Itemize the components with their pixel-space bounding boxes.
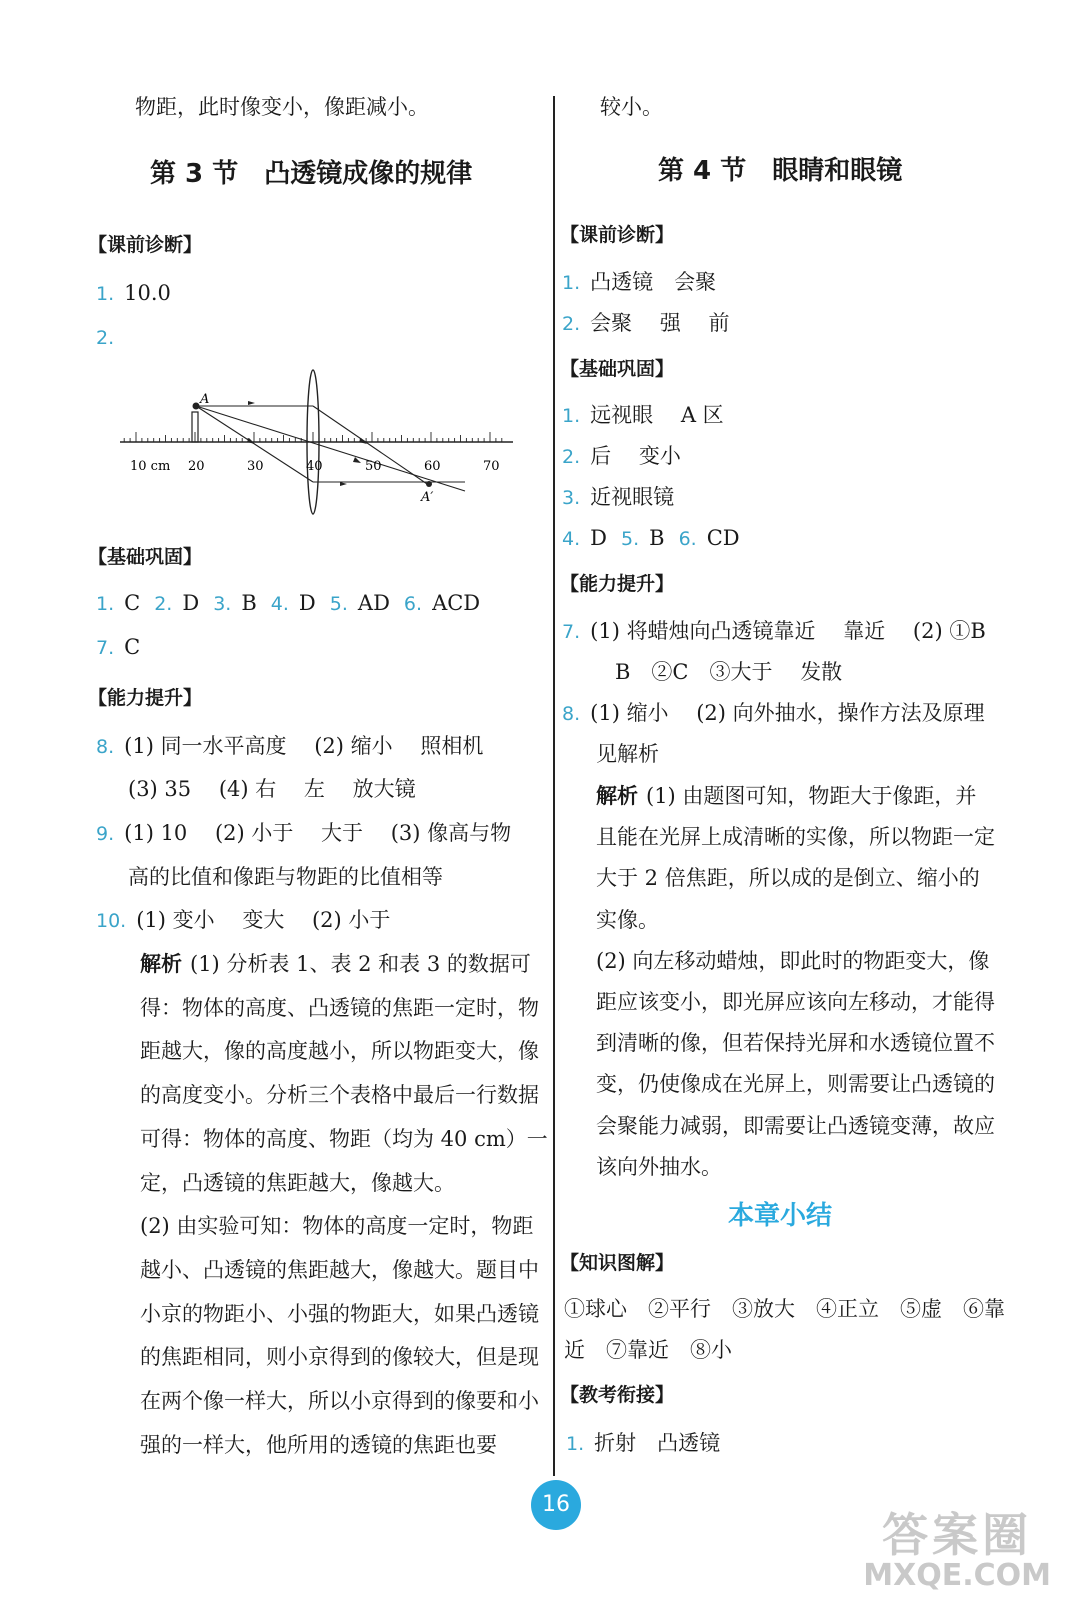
explanation-line — [596, 987, 995, 1017]
answer-line: 2. — [96, 327, 115, 349]
answer-line — [562, 441, 681, 472]
explanation-text: 越小、凸透镜的焦距越大，像越大。题目中 — [140, 1257, 539, 1282]
carry-over-line: 物距，此时像变小，像距减小。 — [135, 95, 429, 119]
watermark-text: 答案圈 — [882, 1508, 1033, 1562]
explanation-line — [140, 1430, 497, 1460]
heading-ability: 【能力提升】 — [88, 687, 203, 709]
ruler-tick-label: 10 cm — [130, 459, 171, 474]
explanation-text: 会聚能力减弱，即需要让凸透镜变薄，故应 — [596, 1113, 995, 1138]
answer-row — [562, 523, 740, 554]
carry-over-line: 较小。 — [600, 95, 663, 119]
explanation-line — [140, 1168, 455, 1198]
watermark-logo — [863, 1510, 1051, 1592]
answer-value: AD — [357, 591, 390, 615]
answer-line: 10. (1) 变小 变大 (2) 小于 — [96, 908, 391, 932]
ray-center — [196, 406, 465, 491]
answer-line: 8. (1) 同一水平高度 (2) 缩小 照相机 — [96, 734, 484, 758]
explanation-text: 距越大，像的高度越小，所以物距变大，像 — [140, 1039, 539, 1064]
explanation-line — [596, 1069, 995, 1099]
section-title-4: 第 4 节 眼睛和眼镜 — [658, 156, 903, 186]
explanation-line — [140, 1080, 539, 1110]
explanation-text: (2) 由实验可知：物体的高度一定时，物距 — [140, 1214, 534, 1239]
explanation-label: 解析 — [596, 784, 638, 808]
answer-value: 会聚 强 前 — [590, 311, 730, 335]
question-number: 1. — [96, 593, 115, 615]
answer-line: 高的比值和像距与物距的比值相等 — [128, 865, 443, 889]
ruler-tick-label: 40 — [306, 459, 323, 474]
explanation-line — [140, 1255, 539, 1285]
arrow — [248, 401, 255, 405]
explanation-line — [596, 946, 989, 976]
explanation-line — [596, 781, 976, 811]
explanation-text: 得：物体的高度、凸透镜的焦距一定时，物 — [140, 995, 539, 1020]
heading-knowledge: 【知识图解】 — [560, 1252, 675, 1274]
explanation-text: (1) 分析表 1、表 2 和表 3 的数据可 — [190, 952, 531, 976]
explanation-text: 大于 2 倍焦距，所以成的是倒立、缩小的 — [596, 866, 980, 891]
heading-ability: 【能力提升】 — [560, 573, 675, 595]
explanation-line — [596, 1111, 995, 1141]
answer-line: B ②C ③大于 发散 — [615, 660, 843, 684]
explanation-text: 变，仍使像成在光屏上，则需要让凸透镜的 — [596, 1072, 995, 1097]
ruler-tick-label: 50 — [365, 459, 382, 474]
answer-line — [562, 308, 730, 339]
label-a: A — [200, 392, 210, 407]
explanation-line — [596, 1028, 995, 1058]
image-point — [426, 481, 432, 487]
explanation-text: (1) 由题图可知，物距大于像距，并 — [646, 784, 977, 808]
explanation-text: 可得：物体的高度、物距（均为 40 cm）一 — [140, 1126, 548, 1151]
watermark-url: MXQE.COM — [863, 1558, 1051, 1593]
answer-value: D — [590, 526, 607, 550]
answer-line: (3) 35 (4) 右 左 放大镜 — [128, 777, 416, 801]
explanation-text: (2) 向左移动蜡烛，即此时的物距变大，像 — [596, 948, 990, 973]
question-number: 6. — [678, 528, 697, 550]
ruler-tick-label: 30 — [247, 459, 264, 474]
ruler-tick-label: 70 — [483, 459, 500, 474]
explanation-text: 到清晰的像，但若保持光屏和水透镜位置不 — [596, 1031, 995, 1056]
answer-value: C — [124, 591, 141, 615]
explanation-line — [140, 1124, 548, 1154]
answer-value: D — [182, 591, 200, 615]
question-number: 2. — [562, 446, 581, 468]
page-number: 16 — [531, 1480, 581, 1530]
answer-row — [96, 588, 480, 619]
explanation-line — [596, 863, 980, 893]
answer-value: 远视眼 A 区 — [590, 403, 724, 427]
explanation-line — [596, 905, 659, 935]
question-number: 4. — [562, 528, 581, 550]
question-number: 3. — [562, 487, 581, 509]
explanation-line — [596, 1152, 722, 1182]
explanation-line — [140, 1386, 539, 1416]
question-number: 5. — [329, 593, 348, 615]
answer-line: 1. 10.0 — [96, 281, 171, 305]
question-number: 1. — [562, 405, 581, 427]
heading-pre-diagnosis: 【课前诊断】 — [88, 234, 203, 256]
explanation-text: 且能在光屏上成清晰的实像，所以物距一定 — [596, 825, 995, 850]
heading-basic: 【基础巩固】 — [560, 358, 675, 380]
answer-value: D — [298, 591, 316, 615]
explanation-text: 的高度变小。分析三个表格中最后一行数据 — [140, 1083, 539, 1108]
answer-line: ①球心 ②平行 ③放大 ④正立 ⑤虚 ⑥靠 — [564, 1297, 1005, 1321]
answer-line — [562, 482, 674, 513]
explanation-text: 定，凸透镜的焦距越大，像越大。 — [140, 1170, 455, 1195]
explanation-line — [140, 1299, 539, 1329]
heading-pre-diagnosis: 【课前诊断】 — [560, 224, 675, 246]
question-number: 2. — [154, 593, 173, 615]
answer-line: 8. (1) 缩小 (2) 向外抽水，操作方法及原理 — [562, 701, 985, 725]
explanation-text: 该向外抽水。 — [596, 1154, 722, 1179]
explanation-line — [140, 1211, 533, 1241]
explanation-line — [140, 1036, 539, 1066]
arrow — [340, 482, 347, 486]
question-number: 3. — [213, 593, 232, 615]
heading-basic: 【基础巩固】 — [88, 546, 203, 568]
question-number: 6. — [403, 593, 423, 615]
answer-value: 近视眼镜 — [590, 485, 675, 509]
ruler-tick-label: 20 — [188, 459, 205, 474]
ruler-tick-label: 60 — [424, 459, 441, 474]
answer-value: 后 变小 — [590, 444, 681, 468]
ruler-tick-labels — [130, 459, 500, 474]
answer-value: 凸透镜 会聚 — [590, 270, 717, 294]
answer-line: 1. 折射 凸透镜 — [566, 1431, 721, 1455]
explanation-line — [140, 993, 539, 1023]
explanation-text: 实像。 — [596, 907, 659, 932]
section-title-3: 第 3 节 凸透镜成像的规律 — [150, 159, 473, 189]
ruler-ticks — [124, 432, 502, 442]
explanation-label: 解析 — [140, 952, 182, 976]
answer-line: 9. (1) 10 (2) 小于 大于 (3) 像高与物 — [96, 821, 512, 845]
explanation-line — [140, 949, 531, 979]
answer-line: 7. (1) 将蜡烛向凸透镜靠近 靠近 (2) ①B — [562, 619, 986, 643]
lens-ray-diagram — [115, 365, 520, 520]
explanation-text: 距应该变小，即光屏应该向左移动，才能得 — [596, 990, 995, 1014]
explanation-text: 小京的物距小、小强的物距大，如果凸透镜 — [140, 1301, 539, 1326]
question-number: 5. — [620, 528, 640, 550]
chapter-summary-title: 本章小结 — [728, 1201, 833, 1231]
answer-value: CD — [706, 526, 740, 550]
explanation-line — [140, 1342, 539, 1372]
answer-line: 近 ⑦靠近 ⑧小 — [564, 1338, 732, 1362]
explanation-text: 的焦距相同，则小京得到的像较大，但是现 — [140, 1345, 539, 1370]
answer-line: 7. C — [96, 635, 141, 659]
answer-line — [562, 400, 724, 431]
answer-line: 见解析 — [596, 742, 659, 766]
answer-value: ACD — [432, 591, 481, 615]
answer-value: B — [649, 526, 665, 550]
question-number: 2. — [562, 313, 581, 335]
label-a-prime: A′ — [421, 490, 434, 505]
question-number: 4. — [270, 593, 289, 615]
answer-line — [562, 267, 716, 298]
answer-value: B — [241, 591, 257, 615]
explanation-text: 强的一样大，他所用的透镜的焦距也要 — [140, 1432, 497, 1457]
explanation-line — [596, 822, 995, 852]
heading-exam: 【教考衔接】 — [560, 1384, 675, 1406]
question-number: 1. — [562, 272, 581, 294]
column-divider — [553, 96, 555, 1476]
explanation-text: 在两个像一样大，所以小京得到的像要和小 — [140, 1389, 539, 1413]
